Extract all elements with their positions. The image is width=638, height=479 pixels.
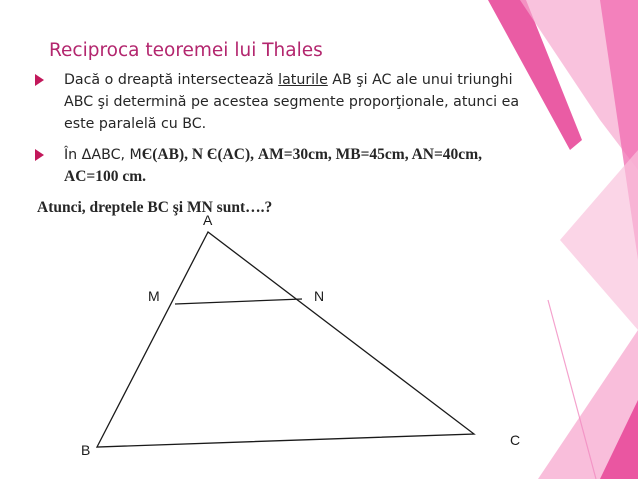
label-a: A (203, 212, 213, 228)
bullet-theorem-underlined-word: laturile (278, 72, 328, 88)
bullet-theorem-line3: este paralelă cu BC. (64, 116, 207, 132)
label-m: M (148, 288, 160, 304)
triangle-abc (97, 232, 474, 447)
label-n: N (314, 288, 325, 304)
bullet-problem-line2: AC=100 cm. (64, 168, 147, 185)
bullet-theorem-line1-post: AB şi AC ale unui triunghi (327, 72, 513, 88)
segment-mn (175, 299, 302, 304)
bullet-theorem-line2: ABC şi determină pe acestea segmente proporţionale, atunci ea (64, 94, 520, 110)
bullet-theorem-line1-pre: Dacă o dreaptă intersectează (64, 72, 279, 88)
label-c: C (510, 432, 521, 448)
bullet-problem-line1-sans: În ΔABC, M (64, 147, 142, 163)
label-b: B (81, 442, 91, 458)
question-text: Atunci, dreptele BC şi MN sunt….? (37, 199, 273, 216)
bullet-problem-line1-serif: Є(AB), N Є(AC), AM=30cm, MB=45cm, AN=40cm, (141, 146, 482, 163)
slide-title: Reciproca teoremei lui Thales (49, 40, 323, 61)
